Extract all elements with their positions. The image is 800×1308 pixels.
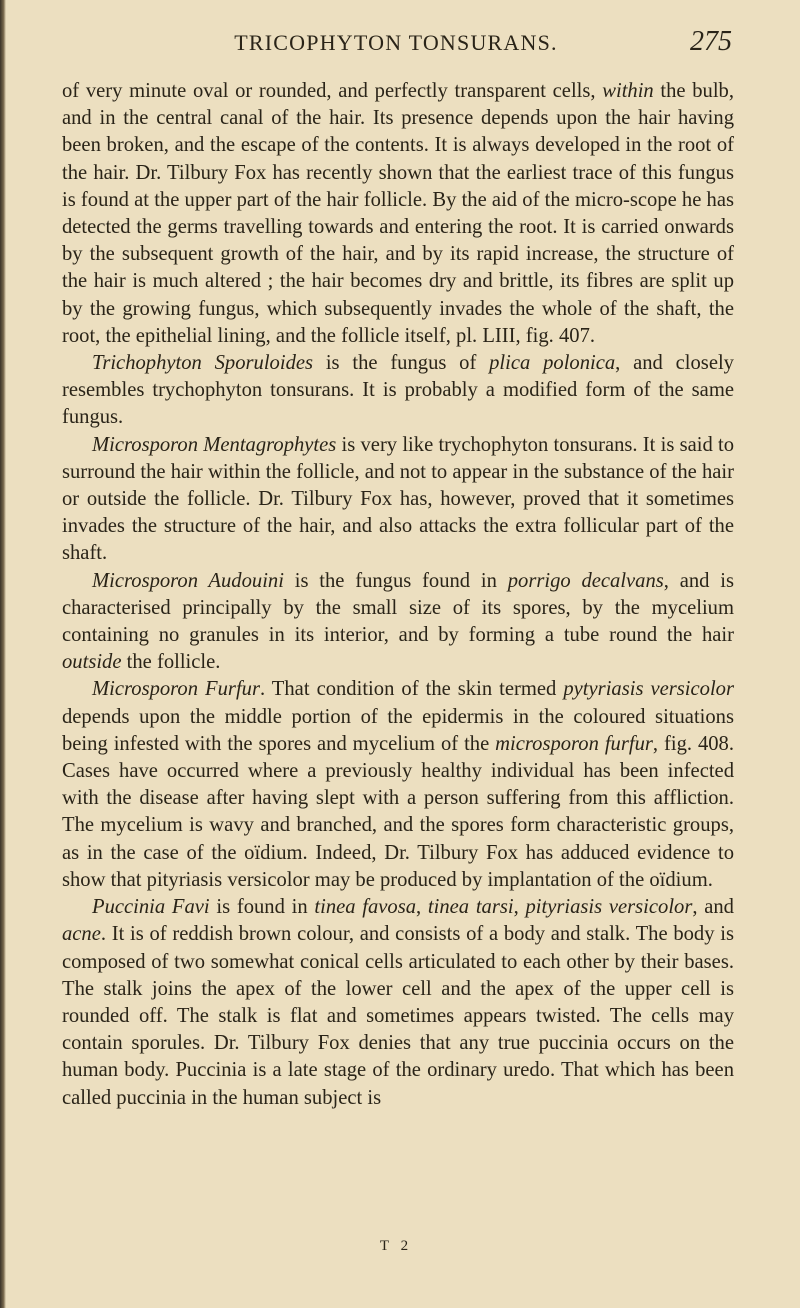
text-run: , and xyxy=(692,896,734,919)
paragraph xyxy=(62,432,734,568)
italic-run: Trichophyton Sporuloides xyxy=(92,352,314,375)
italic-run: plica polonica xyxy=(489,352,616,375)
page-binding-edge xyxy=(0,0,6,1308)
text-run: . That condition of the skin termed xyxy=(259,678,564,701)
paragraph xyxy=(62,568,734,677)
signature-mark: T 2 xyxy=(379,1238,413,1254)
running-head: TRICOPHYTON TONSURANS. xyxy=(234,30,558,55)
text-run: is the fungus found in xyxy=(283,569,508,592)
italic-run: microsporon furfur xyxy=(495,732,653,755)
page-header xyxy=(60,26,732,70)
text-run: is found in xyxy=(209,896,315,919)
text-run: , and is characterised principally by the small size of its spores, by the mycelium containing no granules in its interior, and by forming a tube round the hair xyxy=(62,569,734,647)
paragraph xyxy=(62,78,734,350)
italic-run: tinea tarsi xyxy=(427,896,514,919)
paragraph xyxy=(62,894,734,1112)
paragraph xyxy=(62,676,734,894)
text-run: , and closely resembles trychophyton tonsurans. It is probably a modified form of the same fungus. xyxy=(62,352,734,429)
italic-run: pytyriasis versicolor xyxy=(563,678,734,701)
italic-run: pityriasis versicolor xyxy=(525,896,693,919)
italic-run: acne xyxy=(62,923,101,946)
text-run: . It is of reddish brown colour, and consists of a body and stalk. The body is composed of two somewhat conical cells articulated to each other by their bases. The stalk joins the apex of the lower cell and the apex of the upper cell is rounded off. The stalk is flat and sometimes appears twisted. The cells may contain sporules. Dr. Tilbury Fox denies that any true puccinia occurs on the human body. Puccinia is a late stage of the ordinary uredo. That which has been called puccinia in the human subject is xyxy=(62,923,734,1109)
text-run: the follicle. xyxy=(121,651,221,674)
page-number: 275 xyxy=(690,26,732,57)
italic-run: within xyxy=(602,80,654,102)
text-run: is very like trychophyton tonsurans. It is said to surround the hair within the follicle, and not to appear in the substance of the hair or outside the follicle. Dr. Tilbury Fox has, however, proved that it sometimes invades the structure of the hair, and also attacks the extra follicular part of the shaft. xyxy=(62,433,734,565)
paragraph xyxy=(62,350,734,432)
text-run: depends upon the middle portion of the epidermis in the coloured situations being infested with the spores and mycelium of the xyxy=(62,705,734,755)
italic-run: Microsporon Audouini xyxy=(92,569,284,592)
text-run: the bulb, and in the central canal of the hair. Its presence depends upon the hair having been broken, and the escape of the contents. It is always developed in the root of the hair. Dr. Tilbury Fox has recently shown that the earliest trace of this fungus is found at the upper part of the hair follicle. By the aid of the micro-scope he has detected the germs travelling towards and entering the root. It is carried onwards by the subsequent growth of the hair, and by its rapid increase, the structure of the hair is much altered ; the hair becomes dry and brittle, its fibres are split up by the growing fungus, which subsequently invades the whole of the shaft, the root, the epithelial lining, and the follicle itself, pl. LIII, fig. 407. xyxy=(62,80,735,347)
text-run: , fig. 408. Cases have occurred where a previously healthy individual has been infected with the disease after having slept with a person suffering from this affliction. The mycelium is wavy and branched, and the spores form characteristic groups, as in the case of the oïdium. Indeed, Dr. Tilbury Fox has adduced evidence to show that pityriasis versicolor may be produced by implantation of the oïdium. xyxy=(62,732,734,891)
text-run: , xyxy=(416,896,428,919)
text-run: of very minute oval or rounded, and perfectly transparent cells, xyxy=(62,80,603,102)
text-run: is the fungus of xyxy=(313,352,490,375)
italic-run: Puccinia Favi xyxy=(92,896,210,919)
italic-run: Microsporon Mentagrophytes xyxy=(92,433,337,456)
text-run: , xyxy=(513,896,526,919)
italic-run: Microsporon Furfur xyxy=(92,678,260,701)
italic-run: outside xyxy=(62,651,122,674)
italic-run: tinea favosa xyxy=(314,896,417,919)
body-text xyxy=(62,78,734,1112)
italic-run: porrigo decalvans xyxy=(507,569,664,592)
